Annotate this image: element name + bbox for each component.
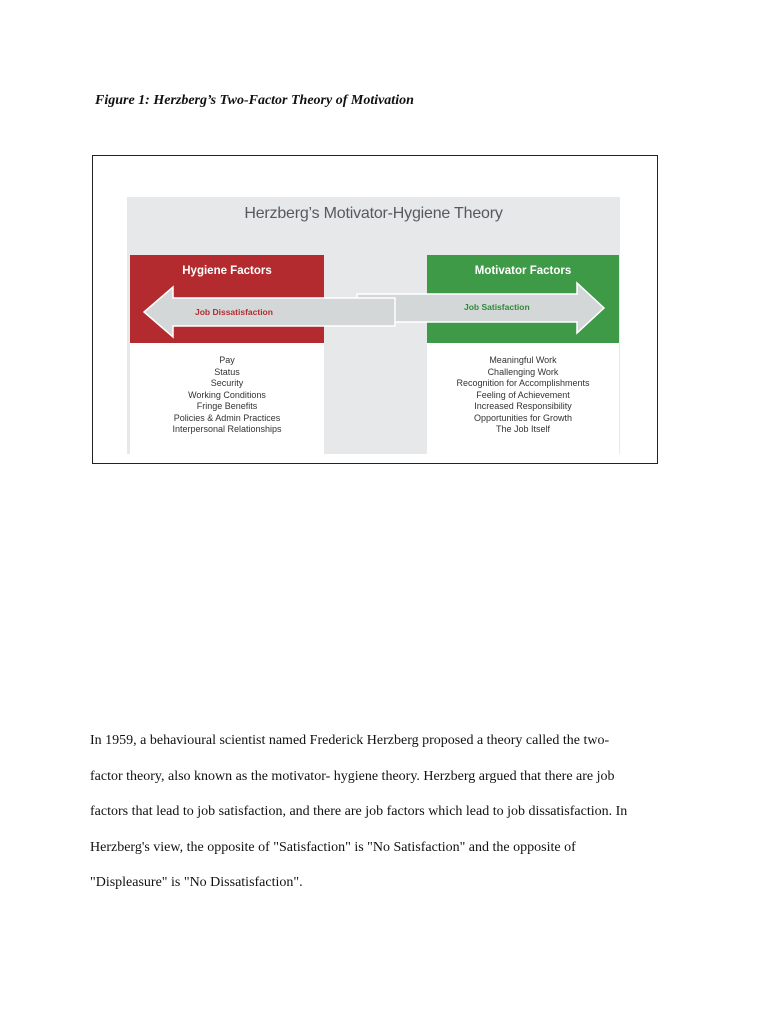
motivator-item: Increased Responsibility — [474, 401, 572, 411]
hygiene-factors-title: Hygiene Factors — [182, 265, 272, 277]
motivator-item: Meaningful Work — [489, 355, 557, 365]
body-paragraph — [90, 723, 680, 901]
motivator-item: Challenging Work — [487, 366, 559, 377]
motivator-item: The Job Itself — [495, 424, 551, 434]
figure-frame — [92, 155, 658, 464]
diagram-title: Herzberg’s Motivator-Hygiene Theory — [244, 205, 503, 222]
hygiene-item: Fringe Benefits — [196, 401, 258, 411]
motivator-item: Recognition for Accomplishments — [456, 378, 590, 388]
job-satisfaction-label: Job Satisfaction — [464, 302, 530, 312]
motivator-hygiene-diagram — [127, 197, 620, 454]
job-dissatisfaction-label: Job Dissatisfaction — [195, 307, 273, 317]
paragraph-line: Herzberg's view, the opposite of "Satisfaction" is "No Satisfaction" and the opposite of — [90, 839, 576, 855]
figure-caption: Figure 1: Herzberg’s Two-Factor Theory of Motivation — [95, 93, 414, 108]
hygiene-item: Pay — [219, 355, 235, 365]
hygiene-factors-list — [130, 343, 324, 436]
hygiene-item: Security — [210, 378, 244, 388]
hygiene-factors-list-box — [130, 343, 324, 454]
hygiene-item: Policies & Admin Practices — [173, 412, 281, 423]
paragraph-line: In 1959, a behavioural scientist named Frederick Herzberg proposed a theory called the two- — [90, 733, 610, 748]
paragraph-line: "Displeasure" is "No Dissatisfaction". — [90, 875, 303, 890]
motivator-factors-list — [427, 343, 619, 436]
motivator-factors-title: Motivator Factors — [474, 265, 572, 277]
paragraph-line: factor theory, also known as the motivator- hygiene theory. Herzberg argued that there are job — [90, 768, 615, 784]
motivator-item: Feeling of Achievement — [476, 389, 570, 400]
hygiene-item: Interpersonal Relationships — [172, 424, 282, 434]
paragraph-line: factors that lead to job satisfaction, and there are job factors which lead to job dissatisfaction. In — [90, 804, 628, 819]
hygiene-item: Working Conditions — [188, 389, 266, 400]
hygiene-item: Status — [214, 366, 240, 377]
motivator-item: Opportunities for Growth — [473, 412, 573, 423]
motivator-factors-list-box — [427, 343, 619, 454]
